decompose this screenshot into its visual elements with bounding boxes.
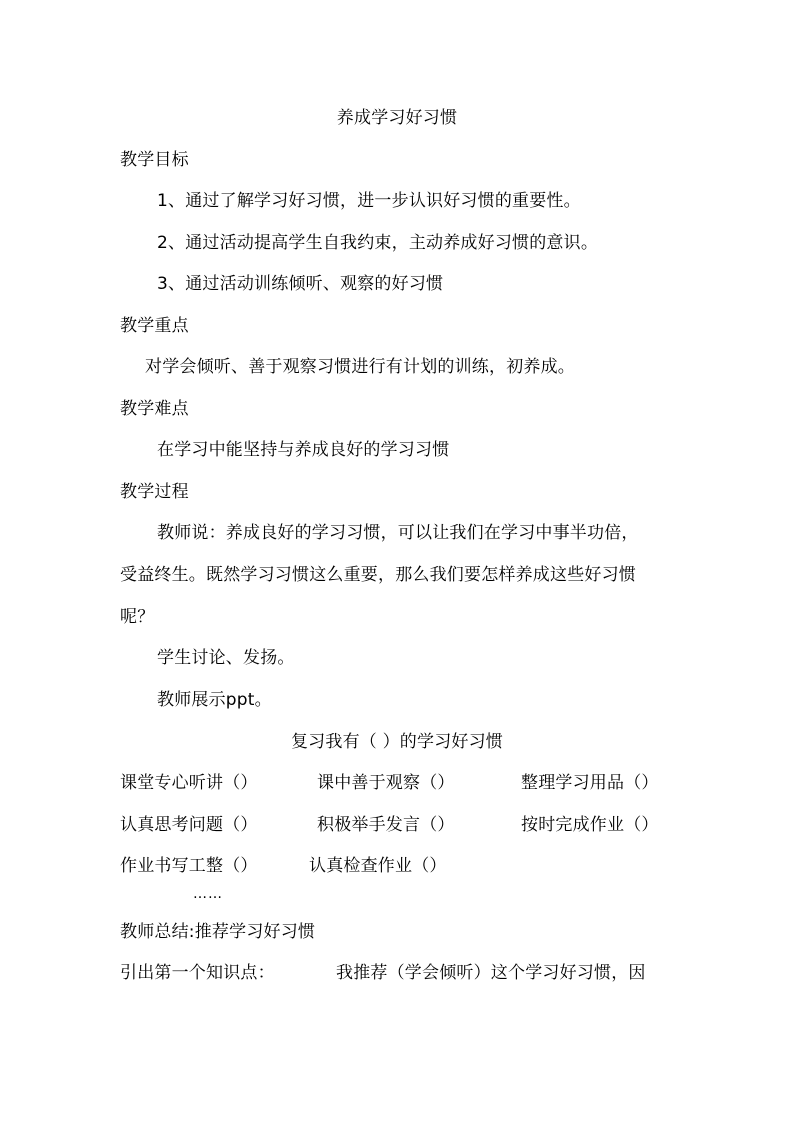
habit-item: 课中善于观察（） (317, 773, 455, 793)
process-paragraph-line-2: 受益终生。既然学习习惯这么重要，那么我们要怎样养成这些好习惯 (120, 565, 636, 585)
ppt-line: 教师展示ppt。 (157, 690, 272, 710)
heading-focus: 教学重点 (120, 316, 189, 336)
habit-item: 认真检查作业（） (309, 856, 447, 876)
heading-process: 教学过程 (120, 482, 189, 502)
habit-item: 按时完成作业（） (521, 815, 659, 835)
difficulty-text: 在学习中能坚持与养成良好的学习习惯 (157, 440, 450, 460)
habit-item: 积极举手发言（） (317, 815, 455, 835)
habit-item: 整理学习用品（） (521, 773, 659, 793)
ellipsis-text: …… (193, 886, 223, 902)
objective-item-3: 3、通过活动训练倾听、观察的好习惯 (157, 274, 444, 294)
habit-item: 课堂专心听讲（） (120, 773, 258, 793)
objective-item-1: 1、通过了解学习好习惯，进一步认识好习惯的重要性。 (157, 191, 581, 211)
habit-item: 作业书写工整（） (120, 856, 258, 876)
objective-item-2: 2、通过活动提高学生自我约束，主动养成好习惯的意识。 (157, 233, 599, 253)
focus-text: 对学会倾听、善于观察习惯进行有计划的训练，初养成。 (145, 357, 575, 377)
process-paragraph-line-1: 教师说：养成良好的学习习惯，可以让我们在学习中事半功倍， (157, 523, 639, 543)
review-title: 复习我有（ ）的学习好习惯 (290, 732, 503, 752)
student-discussion-line: 学生讨论、发扬。 (157, 648, 295, 668)
heading-difficulty: 教学难点 (120, 399, 189, 419)
habit-item: 认真思考问题（） (120, 815, 258, 835)
process-paragraph-line-3: 呢？ (120, 607, 155, 627)
lead-label: 引出第一个知识点： (120, 963, 275, 983)
teacher-summary: 教师总结:推荐学习好习惯 (120, 922, 316, 942)
heading-objectives: 教学目标 (120, 150, 189, 170)
lead-text: 我推荐（学会倾听）这个学习好习惯，因 (336, 963, 646, 983)
document-title: 养成学习好习惯 (336, 108, 458, 128)
